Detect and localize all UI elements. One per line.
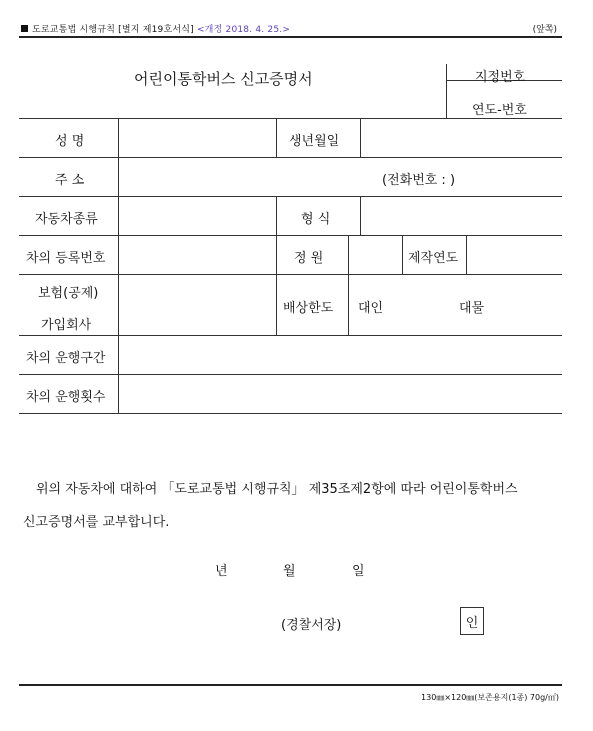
year-number-label: 연도-번호 <box>472 103 527 118</box>
designation-number-label: 지정번호 <box>475 70 526 85</box>
col-divider <box>118 274 119 335</box>
col-divider <box>402 235 403 274</box>
manufacture-year-label: 제작연도 <box>408 251 459 266</box>
form-reference-header <box>21 22 290 35</box>
registration-number-label: 차의 등록번호 <box>26 251 106 266</box>
col-divider <box>360 118 361 157</box>
birthdate-label: 생년월일 <box>289 134 340 149</box>
day-label: 일 <box>352 564 365 579</box>
form-bottom-border <box>19 684 562 686</box>
col-divider <box>360 196 361 235</box>
col-divider <box>348 274 349 335</box>
row-divider <box>19 196 562 197</box>
col-divider <box>276 196 277 235</box>
row-divider <box>19 235 562 236</box>
phone-label: (전화번호 : ) <box>382 173 456 188</box>
month-label: 월 <box>283 564 296 579</box>
address-label: 주 소 <box>55 173 85 188</box>
statement-line-1: 위의 자동차에 대하여 「도로교통법 시행규칙」 제35조제2항에 따라 어린이통학버스 <box>36 482 518 497</box>
col-divider <box>118 157 119 196</box>
route-label: 차의 운행구간 <box>26 351 106 366</box>
col-divider <box>348 235 349 274</box>
title-designation-divider <box>446 64 447 118</box>
form-title: 어린이통학버스 신고증명서 <box>134 70 313 88</box>
revision-date: <개정 2018. 4. 25.> <box>196 25 291 35</box>
col-divider <box>118 335 119 374</box>
col-divider <box>118 374 119 413</box>
official-seal-box <box>460 607 484 635</box>
form-top-border <box>19 36 562 38</box>
insurance-label: 보험(공제) <box>38 286 99 301</box>
personal-injury-label: 대인 <box>358 301 384 316</box>
vehicle-type-label: 자동차종류 <box>35 212 98 227</box>
page-side-label: (앞쪽) <box>532 25 557 35</box>
paper-size-note: 130㎜×120㎜(보존용지(1종) 70g/㎡) <box>421 693 559 702</box>
compensation-limit-label: 배상한도 <box>283 301 334 316</box>
row-divider <box>19 157 562 158</box>
year-label: 년 <box>215 564 228 579</box>
name-label: 성 명 <box>55 134 85 149</box>
certificate-form <box>19 36 562 686</box>
row-divider <box>19 118 562 119</box>
row-divider <box>19 335 562 336</box>
property-damage-label: 대물 <box>459 301 485 316</box>
capacity-label: 정 원 <box>294 251 324 266</box>
col-divider <box>276 235 277 274</box>
model-label: 형 식 <box>301 212 331 227</box>
col-divider <box>466 235 467 274</box>
col-divider <box>118 118 119 157</box>
col-divider <box>276 274 277 335</box>
col-divider <box>118 196 119 235</box>
square-bullet-icon <box>21 25 28 32</box>
form-reference: 도로교통법 시행규칙 [별지 제19호서식] <box>32 25 194 35</box>
col-divider <box>276 118 277 157</box>
row-divider <box>19 413 562 414</box>
issuer-label: (경찰서장) <box>281 618 342 633</box>
row-divider <box>19 374 562 375</box>
trip-count-label: 차의 운행횟수 <box>26 390 106 405</box>
seal-label: 인 <box>465 615 479 631</box>
insurance-company-label: 가입회사 <box>41 318 92 333</box>
col-divider <box>118 235 119 274</box>
statement-line-2: 신고증명서를 교부합니다. <box>23 515 170 530</box>
row-divider <box>19 274 562 275</box>
